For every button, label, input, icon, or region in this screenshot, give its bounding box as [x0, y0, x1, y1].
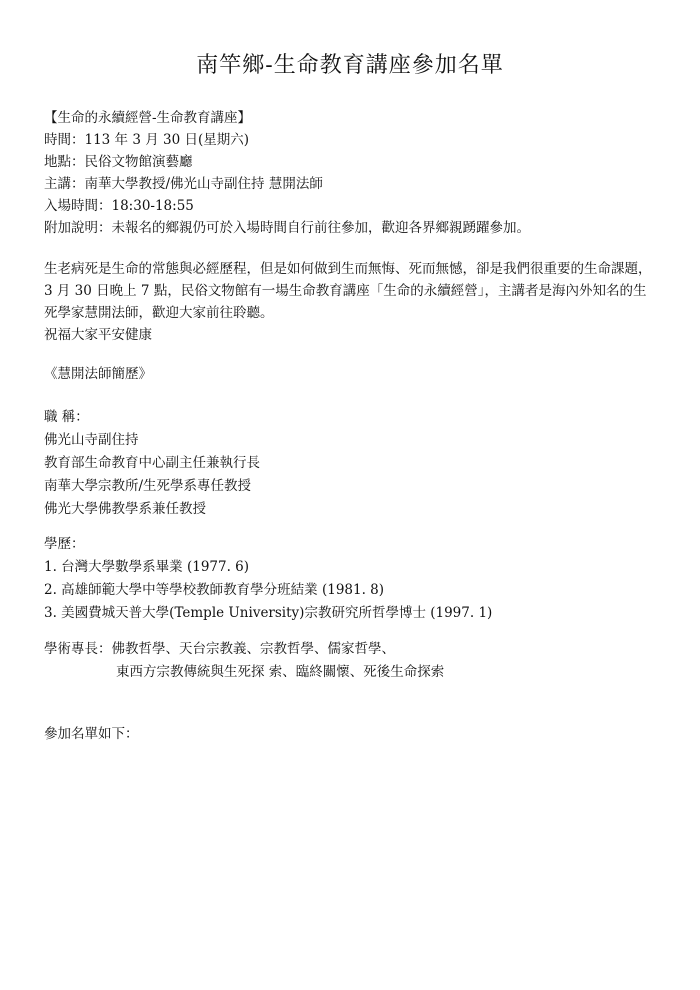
title-item: 教育部生命教育中心副主任兼執行長 [44, 455, 260, 471]
intro-line: 生老病死是生命的常態與必經歷程，但是如何做到生而無悔、死而無憾，卻是我們很重要的生命課題， [44, 261, 652, 277]
event-heading: 【生命的永續經營-生命教育講座】 [44, 110, 252, 126]
titles-heading: 職 稱： [44, 409, 89, 425]
event-note: 附加說明：未報名的鄉親仍可於入場時間自行前往參加，歡迎各界鄉親踴躍參加。 [44, 220, 530, 236]
title-item: 佛光大學佛教學系兼任教授 [44, 501, 206, 517]
event-location: 地點：民俗文物館演藝廳 [44, 154, 193, 170]
title-item: 佛光山寺副住持 [44, 432, 139, 448]
education-heading: 學歷： [44, 536, 85, 552]
intro-line: 死學家慧開法師，歡迎大家前往聆聽。 [44, 305, 274, 321]
event-time: 時間：113 年 3 月 30 日(星期六) [44, 132, 250, 148]
education-item: 2. 高雄師範大學中等學校教師教育學分班結業 (1981. 8) [44, 582, 385, 598]
expertise-line-1: 學術專長：佛教哲學、天台宗教義、宗教哲學、儒家哲學、 [44, 641, 395, 657]
education-item: 1. 台灣大學數學系畢業 (1977. 6) [44, 559, 250, 575]
expertise-line-2: 東西方宗教傳統與生死探 索、臨終關懷、死後生命探索 [116, 664, 445, 680]
blessing-text: 祝福大家平安健康 [44, 327, 152, 343]
education-item: 3. 美國費城天普大學(Temple University)宗教研究所哲學博士 (1997. 1) [44, 605, 493, 621]
event-speaker: 主講：南華大學教授/佛光山寺副住持 慧開法師 [44, 176, 323, 192]
title-item: 南華大學宗教所/生死學系專任教授 [44, 478, 252, 494]
intro-line: 3 月 30 日晚上 7 點，民俗文物館有一場生命教育講座「生命的永續經營」，主講者是海內外知名的生 [44, 283, 647, 299]
participants-heading: 參加名單如下： [44, 726, 139, 742]
intro-paragraph [44, 258, 669, 346]
bio-heading: 《慧開法師簡歷》 [44, 366, 152, 382]
page-title: 南竿鄉-生命教育講座參加名單 [196, 53, 504, 78]
event-entry-time: 入場時間：18:30-18:55 [44, 198, 194, 214]
